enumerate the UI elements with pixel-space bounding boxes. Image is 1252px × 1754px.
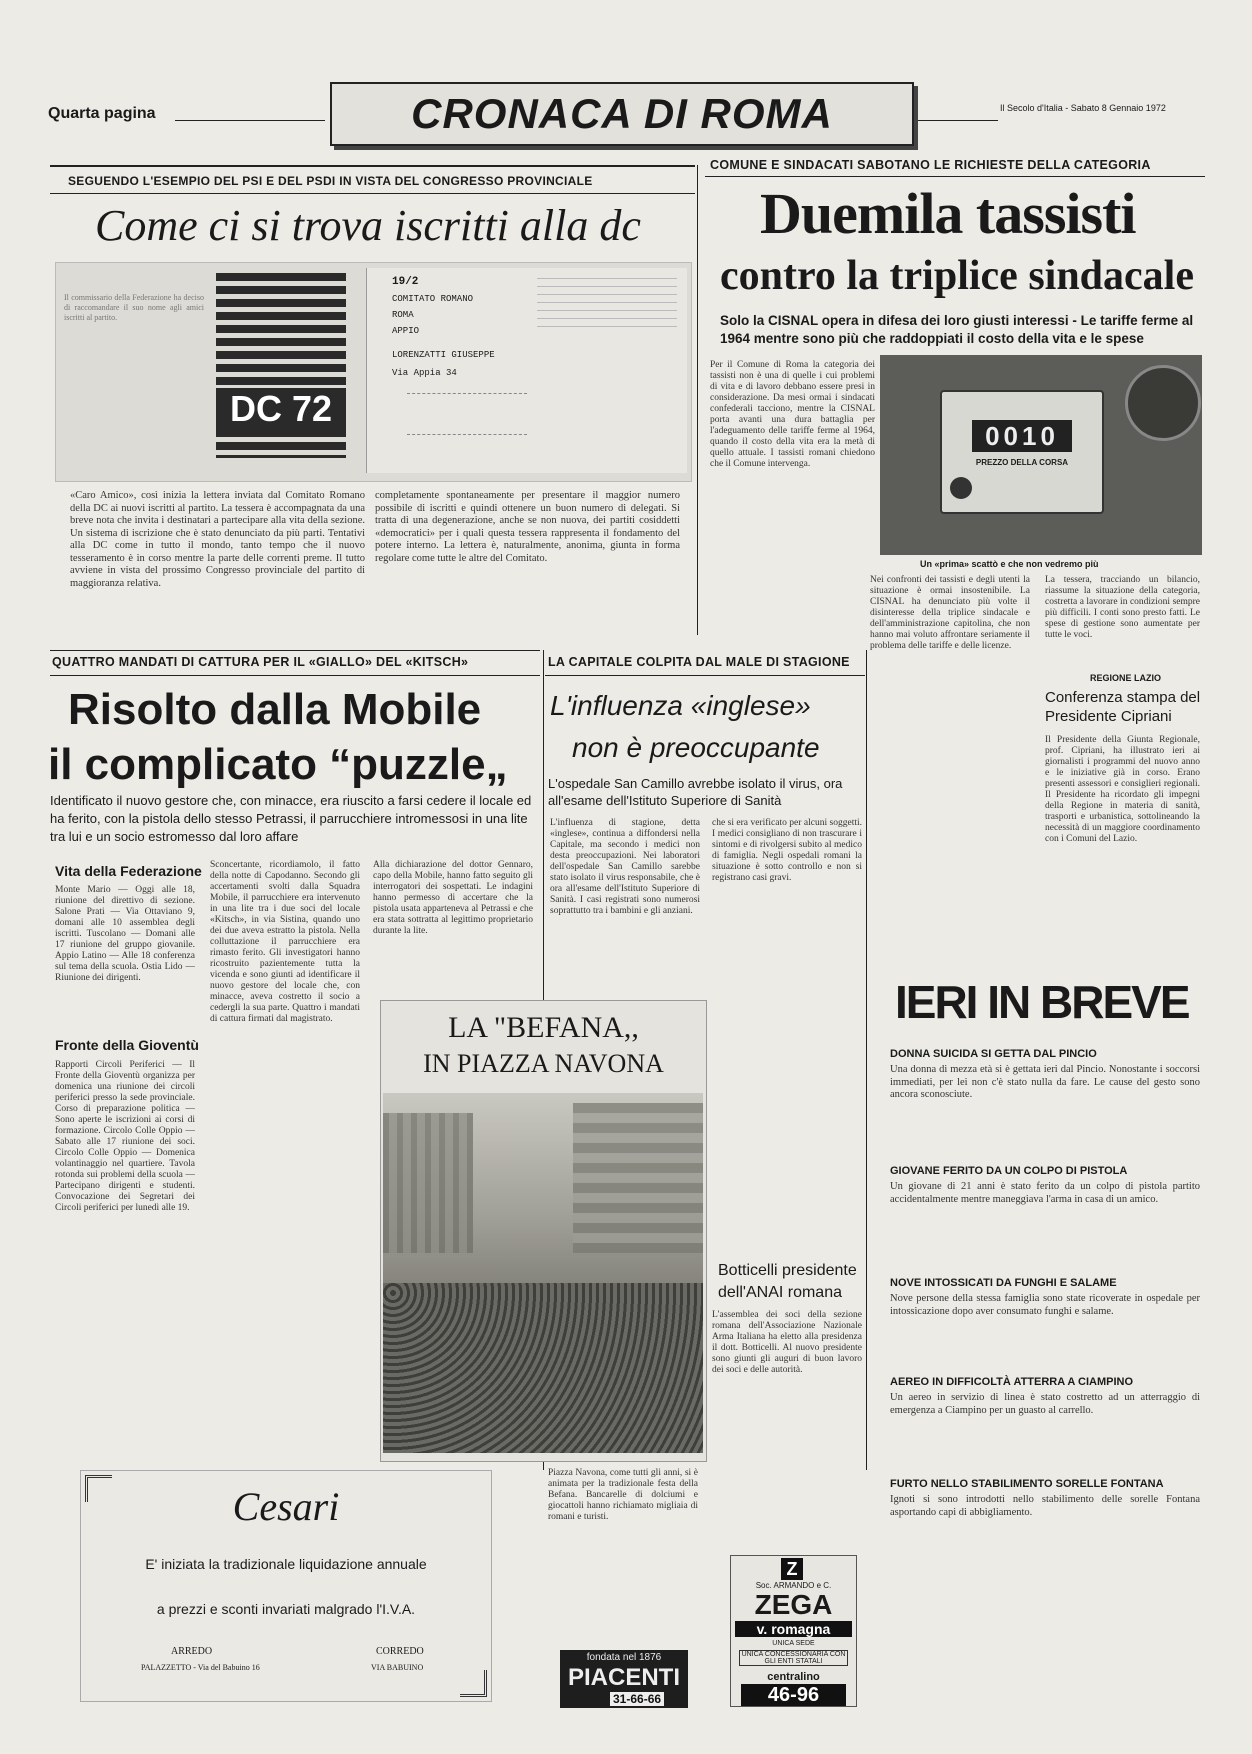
taxi-col2: Nei confronti dei tassisti e degli utenti la situazione è ormai insostenibile. La CISNAL ha denunciato più volte il disinteresse della triplice sindacale e dell'amministrazione capitolina, che non hanno mai voluto affrontare seriamente il problema delle tariffe e delle licenze. [870, 575, 1030, 651]
ieri-item2-body: Un giovane di 21 anni è stato ferito da un colpo di pistola partito accidentalmente mentre maneggiava l'arma in casa di un amico. [890, 1181, 1200, 1205]
puzzle-kicker: QUATTRO MANDATI DI CATTURA PER IL «GIALLO» DEL «KITSCH» [52, 655, 469, 669]
masthead-title-box [330, 82, 914, 146]
botticelli-headline-2: dell'ANAI romana [718, 1284, 842, 1301]
puzzle-subhead: Identificato il nuovo gestore che, con minacce, era riuscito a farsi cedere il locale ed ha ferito, con la pistola dello stesso Petrassi, il parrucchiere intromessosi in una lite tra lui e un socio estromesso dal loro affare [50, 793, 532, 844]
dc-logo-text: DC 72 [216, 388, 346, 430]
zega-centralino: centralino [767, 1671, 820, 1683]
dc-kicker-rule [50, 193, 695, 194]
form-line-5: LORENZATTI GIUSEPPE [392, 350, 495, 360]
taxi-col1: Per il Comune di Roma la categoria dei tassisti non è una di quelle i cui problemi di vita e di lavoro debbano essere presi in considerazione. Da mesi ormai i sindacati confederali tacciono, mentre la CISNAL porta avanti una dura battaglia per l'adeguamento delle tariffe ferme al 1964, quando il costo della vita era la metà di quello attuale. I tassisti romani chiedono che il Comune intervenga. [710, 360, 875, 469]
masthead-title: CRONACA DI ROMA [411, 90, 833, 137]
taxi-headline-1: Duemila tassisti [760, 181, 1136, 246]
taxi-photo-caption: Un «prima» scattò e che non vedremo più [920, 559, 1099, 569]
ieri-item3-body: Nove persone della stessa famiglia sono state ricoverate in ospedale per intossicazione dopo aver consumato funghi e salame. [890, 1293, 1200, 1317]
cesari-left-label: ARREDO [171, 1646, 213, 1657]
puzzle-top-rule [50, 650, 540, 651]
puzzle-kicker-rule [50, 675, 540, 676]
piacenti-top: fondata nel 1876 [586, 1652, 662, 1663]
taxi-subhead: Solo la CISNAL opera in difesa dei loro giusti interessi - Le tariffe ferme al 1964 mentre sono più che raddoppiati il costo della vita e le spese [720, 313, 1194, 346]
cesari-right-label: CORREDO [376, 1646, 424, 1657]
piacenti-ad [560, 1650, 688, 1708]
befana-box [380, 1000, 707, 1462]
form-line-4: APPIO [392, 326, 420, 336]
cesari-logo: Cesari [232, 1484, 340, 1529]
befana-buildings-right [573, 1103, 703, 1253]
form-line-2: COMITATO ROMANO [392, 294, 474, 304]
taxi-kicker: COMUNE E SINDACATI SABOTANO LE RICHIESTE DELLA CATEGORIA [710, 158, 1151, 172]
dc-form-card [366, 268, 687, 473]
ieri-item2-title: GIOVANE FERITO DA UN COLPO DI PISTOLA [890, 1165, 1128, 1177]
federazione-title: Vita della Federazione [55, 863, 202, 879]
cesari-ornament-br [460, 1670, 487, 1697]
ieri-item5-title: FURTO NELLO STABILIMENTO SORELLE FONTANA [890, 1478, 1164, 1490]
influenza-subhead: L'ospedale San Camillo avrebbe isolato il virus, ora all'esame dell'Istituto Superiore di Sanità [548, 776, 843, 808]
influenza-col2: che si era verificato per alcuni soggetti. I medici consigliano di non trascurare i sintomi e di rivolgersi subito al medico di famiglia. Negli ospedali romani la situazione è sotto controllo e non si registrano casi gravi. [712, 818, 862, 883]
dc-vertical-rule [697, 165, 698, 635]
fronte-body: Rapporti Circoli Periferici — Il Fronte della Gioventù organizza per domenica una riunione dei circoli periferici presso la sede provinciale. Corso di preparazione politica — Sono aperte le iscrizioni ai corsi di formazione. Circolo Colle Oppio — Sabato alle 17 riunione dei soci. Circolo Colle Oppio — Domenica volantinaggio nel quartiere. Tavola rotonda sui problemi della scuola — Partecipano dirigenti e studenti. Convocazione dei Segretari dei Circoli periferici per lunedì alle 19. [55, 1060, 195, 1213]
befana-headline-2: IN PIAZZA NAVONA [423, 1049, 664, 1078]
ieri-item1-title: DONNA SUICIDA SI GETTA DAL PINCIO [890, 1048, 1097, 1060]
ieri-title: IERI IN BREVE [895, 976, 1189, 1028]
ieri-item3-title: NOVE INTOSSICATI DA FUNGHI E SALAME [890, 1277, 1117, 1289]
ieri-item1-body: Una donna di mezza età si è gettata ieri dal Pincio. Nonostante i soccorsi immediati, per lei non c'è stato nulla da fare. Le cause del gesto sono ancora sconosciute. [890, 1064, 1200, 1100]
piacenti-phone: 31-66-66 [610, 1692, 664, 1706]
dc-col2: completamente spontaneamente per presentare il maggior numero possibile di iscritti e quindi ottenere un buon numero di delegati. Si tratta di una degenerazione, anche se non nuova, dei partiti cosiddetti «democratici» per i quali questa tessera rappresenta il fondamento del potere interno. La lettera è, naturalmente, anonima, giunta in forma regolare come tutte le altre del Comitato. [375, 490, 680, 564]
meter-digits: 0010 [985, 421, 1059, 451]
influenza-col1: L'influenza di stagione, detta «inglese», continua a diffondersi nella Capitale, ma secondo i medici non desta preoccupazioni. Nei laboratori dell'ospedale San Camillo sarebbe stato isolato il virus responsabile, che è ora all'esame dell'Istituto Superiore di Sanità. I casi registrati sono numerosi soprattutto tra i bambini e gli anziani. [550, 818, 700, 916]
taxi-kicker-rule [705, 176, 1205, 177]
piacenti-name: PIACENTI [567, 1664, 680, 1691]
ieri-item4-title: AEREO IN DIFFICOLTÀ ATTERRA A CIAMPINO [890, 1376, 1134, 1388]
form-line-3: ROMA [392, 310, 414, 320]
fronte-title: Fronte della Gioventù [55, 1037, 199, 1053]
meter-label: PREZZO DELLA CORSA [975, 458, 1069, 467]
befana-photo [383, 1093, 703, 1453]
form-right-note [537, 278, 677, 328]
meter-device [940, 390, 1104, 514]
right-vertical-rule [866, 650, 867, 1470]
taxi-headline-2: contro la triplice sindacale [720, 253, 1194, 299]
zega-name: ZEGA [754, 1589, 833, 1620]
regione-body: Il Presidente della Giunta Regionale, prof. Cipriani, ha illustrato ieri ai giornalisti i programmi del nuovo anno e le iniziative già in corso. Erano presenti assessori e consiglieri regionali. Il Presidente ha ricordato gli impegni della Regione in materia di sanità, trasporti e urbanistica, sottolineando la necessità di un maggiore coordinamento con i Comuni del Lazio. [1045, 735, 1200, 844]
botticelli-headline-1: Botticelli presidente [718, 1262, 857, 1279]
zega-letter: Z [781, 1558, 803, 1580]
form-line-1: 19/2 [392, 276, 419, 288]
influenza-kicker: LA CAPITALE COLPITA DAL MALE DI STAGIONE [548, 655, 850, 669]
masthead-rule-left [175, 120, 325, 121]
taxi-meter-photo [880, 355, 1202, 555]
zega-ad [730, 1555, 857, 1707]
dc-image-note: Il commissario della Federazione ha deciso di raccomandare il suo nome agli amici iscritti al partito. [64, 293, 204, 322]
cesari-line2: a prezzi e sconti invariati malgrado l'I.V.A. [156, 1601, 416, 1617]
puzzle-col3: Alla dichiarazione del dottor Gennaro, capo della Mobile, hanno fatto seguito gli interrogatori dei sospettati. Le indagini hanno permesso di accertare che la pistola usata apparteneva al Petrassi e che era stata sottratta al legittimo proprietario durante la lite. [373, 860, 533, 936]
cesari-ad [80, 1470, 492, 1702]
meter-display [972, 420, 1072, 452]
masthead-rule-right [918, 120, 998, 121]
befana-buildings-left [383, 1113, 473, 1253]
influenza-kicker-rule [545, 675, 865, 676]
form-line-6: Via Appia 34 [392, 368, 457, 378]
dc-headline: Come ci si trova iscritti alla dc [95, 201, 641, 250]
cesari-line1: E' iniziata la tradizionale liquidazione annuale [145, 1556, 427, 1572]
form-scribble [407, 393, 527, 435]
meter-knob [950, 477, 972, 499]
befana-headline-1: LA "BEFANA,, [448, 1011, 639, 1044]
botticelli-body: L'assemblea dei soci della sezione romana dell'Associazione Nazionale Arma Italiana ha eletto alla presidenza il dott. Botticelli. Al nuovo presidente sono giunti gli auguri di buon lavoro dei soci e delle autorità. [712, 1310, 862, 1375]
zega-phone: 46-96 [741, 1684, 846, 1706]
cesari-right-address: VIA BABUINO [371, 1663, 424, 1672]
regione-tag: REGIONE LAZIO [1090, 673, 1162, 683]
taxi-col3: La tessera, tracciando un bilancio, riassume la situazione della categoria, costretta a lavorare in condizioni sempre più difficili. I conti sono presto fatti. Le spese di gestione sono aumentate per tutte le voci. [1045, 575, 1200, 640]
influenza-col3: Piazza Navona, come tutti gli anni, si è animata per la tradizionale festa della Befana. Bancarelle di dolciumi e giocattoli hanno richiamato migliaia di romani e turisti. [548, 1468, 698, 1522]
influenza-headline-2: non è preoccupante [572, 732, 820, 763]
puzzle-headline-1: Risolto dalla Mobile [68, 685, 482, 734]
zega-note: UNICA SEDE [772, 1640, 815, 1647]
dc-top-rule [50, 165, 695, 167]
puzzle-col2: Sconcertante, ricordiamolo, il fatto della notte di Capodanno. Secondo gli accertamenti svolti dalla Squadra Mobile, il parrucchiere era intervenuto in una lite tra i due soci del locale «Kitsch», in via Sistina, quando uno dei due aveva estratto la pistola. Nella colluttazione il parrucchiere era rimasto ferito. Gli investigatori hanno ricostruito pazientemente tutta la vicenda e sono giunti ad identificare il nuovo gestore del locale che, con minacce, aveva costretto il socio a cedergli la sua parte. Quattro i mandati di cattura firmati dal magistrato. [210, 860, 360, 1024]
influenza-headline-1: L'influenza «inglese» [550, 690, 811, 721]
dc-image-panel [55, 262, 692, 482]
zega-tagline: Soc. ARMANDO e C. [755, 1581, 832, 1590]
ieri-item5-body: Ignoti si sono introdotti nello stabilimento delle sorelle Fontana asportando capi di abbigliamento. [890, 1494, 1200, 1518]
cesari-left-address: PALAZZETTO - Via del Babuino 16 [141, 1663, 260, 1672]
federazione-body: Monte Mario — Oggi alle 18, riunione del direttivo di sezione. Salone Prati — Via Ottaviano 9, domani alle 10 assemblea degli iscritti. Tuscolano — Domani alle 17 riunione del gruppo giovanile. Appio Latino — Alle 18 conferenza sul tema della scuola. Ostia Lido — Riunione dei dirigenti. [55, 885, 195, 983]
regione-headline: Conferenza stampa del Presidente Cipriani [1045, 689, 1201, 725]
dc-col1: «Caro Amico», così inizia la lettera inviata dal Comitato Romano della DC ai nuovi iscritti al partito. La tessera è accompagnata da una breve nota che invita i destinatari a partecipare alla vita della sezione. Un sistema di iscrizione che è stato denunciato da più parti. Tentativi alla DC come in tutto il mondo, tanto tempo che il nuovo tesseramento è in corso mentre la parte delle correnti preme. Il tutto avviene in vista del prossimo Congresso provinciale del partito di maggioranza relativa. [70, 490, 365, 589]
dateline: Il Secolo d'Italia - Sabato 8 Gennaio 1972 [1000, 103, 1166, 113]
dashboard-dial [1125, 365, 1201, 441]
puzzle-headline-2: il complicato “puzzle„ [48, 740, 508, 789]
zega-box-text: UNICA CONCESSIONARIA CON GLI ENTI STATALI [739, 1650, 848, 1666]
zega-street: v. romagna [735, 1621, 852, 1637]
section-label: Quarta pagina [48, 105, 156, 122]
dc-logo [216, 273, 346, 458]
dc-kicker: SEGUENDO L'ESEMPIO DEL PSI E DEL PSDI IN VISTA DEL CONGRESSO PROVINCIALE [68, 174, 593, 188]
ieri-item4-body: Un aereo in servizio di linea è stato costretto ad un atterraggio di emergenza a Ciampino per un guasto al carrello. [890, 1392, 1200, 1416]
befana-crowd [383, 1283, 703, 1453]
